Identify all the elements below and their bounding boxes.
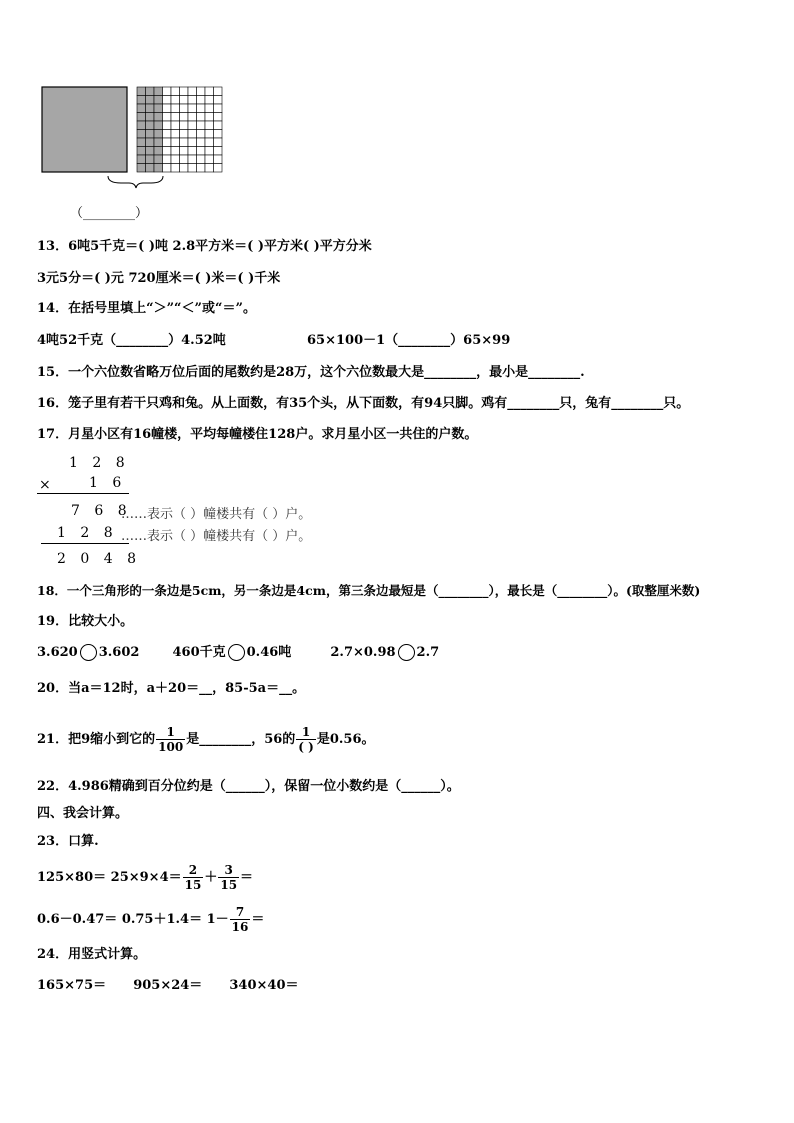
grid-cell xyxy=(180,113,189,122)
grid-cell xyxy=(180,138,189,147)
q17-partial2: 1 2 8 xyxy=(57,525,118,541)
q24-row xyxy=(37,977,299,995)
grid-cell xyxy=(146,113,155,122)
q17-multiplicand: 1 2 8 xyxy=(69,455,130,471)
grid-cell xyxy=(180,121,189,130)
q23-r2c: 1－ xyxy=(206,912,229,927)
q15-text: 15．一个六位数省略万位后面的尾数约是28万，这个六位数最大是________，最小是________. xyxy=(37,365,585,380)
q23-r2-frac xyxy=(230,905,251,934)
q23-r1-f1-den: 15 xyxy=(184,878,202,892)
grid-cell xyxy=(171,164,180,173)
q24-prompt: 24．用竖式计算。 xyxy=(37,947,147,962)
grid-cell xyxy=(188,147,197,156)
figure-decimal-grids xyxy=(41,86,231,196)
q21-part3: 是0.56。 xyxy=(316,732,375,747)
grid-cell xyxy=(197,96,206,105)
grid-cell xyxy=(146,164,155,173)
grid-cell xyxy=(171,104,180,113)
grid-cell xyxy=(205,155,214,164)
grid-cell xyxy=(154,96,163,105)
q17-multiplier: 1 6 xyxy=(89,475,127,491)
grid-cell xyxy=(163,155,172,164)
grid-cell xyxy=(214,164,223,173)
grid-cell xyxy=(163,121,172,130)
grid-cell xyxy=(163,147,172,156)
grid-cell xyxy=(180,96,189,105)
grid-cell xyxy=(205,113,214,122)
hundred-grid xyxy=(137,87,222,172)
grid-cell xyxy=(188,155,197,164)
grid-cell xyxy=(214,113,223,122)
q21-frac2-num: 1 xyxy=(296,725,316,740)
grid-cell xyxy=(171,130,180,139)
q21-fraction-2 xyxy=(296,725,316,754)
q17-prompt: 17．月星小区有16幢楼，平均每幢楼住128户。求月星小区一共住的户数。 xyxy=(37,427,478,442)
grid-cell xyxy=(146,87,155,96)
grid-cell xyxy=(171,121,180,130)
q14-prompt: 14．在括号里填上“＞”“＜”或“＝”。 xyxy=(37,301,256,316)
grid-cell xyxy=(146,121,155,130)
q17-partial2-note: ……表示（ ）幢楼共有（ ）户。 xyxy=(121,529,312,544)
q14-right: 65×100－1（________）65×99 xyxy=(307,333,511,348)
grid-cell xyxy=(214,130,223,139)
q23-prompt: 23．口算. xyxy=(37,834,99,849)
q21-frac2-den: ( ) xyxy=(298,740,314,754)
grid-cell xyxy=(214,147,223,156)
grid-cell xyxy=(197,104,206,113)
q23-r2-eq: ＝ xyxy=(251,912,265,927)
q23-row2 xyxy=(37,902,264,938)
grid-cell xyxy=(137,121,146,130)
q19-c-left: 2.7×0.98 xyxy=(330,645,396,660)
q23-r1-plus: ＋ xyxy=(204,870,218,885)
grid-cell xyxy=(188,164,197,173)
q19-b-left: 460千克 xyxy=(172,645,226,660)
grid-cell xyxy=(197,130,206,139)
grid-cell xyxy=(197,121,206,130)
q23-r1b: 25×9×4＝ xyxy=(110,870,182,885)
grid-cell xyxy=(197,155,206,164)
grid-cell xyxy=(171,138,180,147)
grid-cell xyxy=(154,113,163,122)
compare-circle[interactable] xyxy=(228,644,245,661)
q19-row xyxy=(37,644,439,662)
q24-c: 340×40＝ xyxy=(229,978,299,993)
grid-cell xyxy=(205,147,214,156)
grid-cell xyxy=(163,87,172,96)
section4-title: 四、我会计算。 xyxy=(37,806,129,821)
q23-r1-frac1 xyxy=(183,863,204,892)
q22-text: 22．4.986精确到百分位约是（______），保留一位小数约是（______）。 xyxy=(37,779,460,794)
grid-cell xyxy=(163,130,172,139)
grid-cell xyxy=(214,96,223,105)
q23-r2-f-den: 16 xyxy=(231,920,249,934)
grid-cell xyxy=(205,104,214,113)
grid-cell xyxy=(205,164,214,173)
grid-cell xyxy=(188,130,197,139)
q17-vertical-calc xyxy=(37,455,377,573)
q17-rule1 xyxy=(37,493,129,494)
grid-cell xyxy=(171,96,180,105)
q17-partial1-note: ……表示（ ）幢楼共有（ ）户。 xyxy=(121,507,312,522)
q23-r1-eq: ＝ xyxy=(240,870,254,885)
q23-r1-frac2 xyxy=(218,863,239,892)
q23-r1-f2-num: 3 xyxy=(218,863,239,878)
q13-line1: 13．6吨5千克＝( )吨 2.8平方米＝( )平方米( )平方分米 xyxy=(37,239,372,254)
grid-cell xyxy=(137,155,146,164)
grid-cell xyxy=(214,87,223,96)
grid-cell xyxy=(180,130,189,139)
grid-cell xyxy=(188,104,197,113)
grid-figure-svg xyxy=(41,86,231,196)
q19-b-right: 0.46吨 xyxy=(246,645,292,660)
q19-prompt: 19．比较大小。 xyxy=(37,614,134,629)
grid-cell xyxy=(137,96,146,105)
grid-cell xyxy=(180,104,189,113)
grid-cell xyxy=(197,138,206,147)
grid-cell xyxy=(205,121,214,130)
grid-cell xyxy=(163,164,172,173)
q19-a-left: 3.620 xyxy=(37,645,78,660)
grid-cell xyxy=(188,113,197,122)
grid-cell xyxy=(214,138,223,147)
grid-cell xyxy=(137,130,146,139)
grid-cell xyxy=(180,87,189,96)
q23-r1a: 125×80＝ xyxy=(37,870,107,885)
q18-text: 18．一个三角形的一条边是5cm，另一条边是4cm，第三条边最短是（________），最长是（________）。(取整厘米数) xyxy=(37,583,701,598)
q23-r2b: 0.75＋1.4＝ xyxy=(121,912,203,927)
grid-cell xyxy=(146,155,155,164)
q23-r2a: 0.6－0.47＝ xyxy=(37,912,118,927)
full-square xyxy=(42,87,127,172)
grid-cell xyxy=(197,87,206,96)
grid-cell xyxy=(137,113,146,122)
q20-text: 20．当a＝12时，a＋20＝__，85-5a＝__。 xyxy=(37,681,306,696)
grid-cell xyxy=(180,147,189,156)
grid-cell xyxy=(154,87,163,96)
grid-cell xyxy=(171,113,180,122)
q21-frac1-den: 100 xyxy=(158,740,184,754)
q14-left: 4吨52千克（________）4.52吨 xyxy=(37,333,226,348)
grid-cell xyxy=(154,104,163,113)
grid-cell xyxy=(205,130,214,139)
grid-cell xyxy=(171,147,180,156)
grid-cell xyxy=(188,87,197,96)
grid-cell xyxy=(180,155,189,164)
q21-part2: 是________，56的 xyxy=(186,732,296,747)
grid-cell xyxy=(154,138,163,147)
grid-cell xyxy=(146,96,155,105)
grid-cell xyxy=(214,121,223,130)
brace-icon xyxy=(108,176,163,188)
grid-cell xyxy=(137,147,146,156)
grid-cell xyxy=(146,130,155,139)
grid-cell xyxy=(146,147,155,156)
grid-cell xyxy=(214,104,223,113)
grid-cell xyxy=(146,104,155,113)
grid-cell xyxy=(137,87,146,96)
grid-cell xyxy=(146,138,155,147)
grid-cell xyxy=(154,164,163,173)
q23-r2-f-num: 7 xyxy=(230,905,251,920)
q19-c-right: 2.7 xyxy=(416,645,440,660)
grid-cell xyxy=(137,164,146,173)
grid-cell xyxy=(163,138,172,147)
q24-b: 905×24＝ xyxy=(133,978,203,993)
q16-text: 16．笼子里有若干只鸡和兔。从上面数，有35个头，从下面数，有94只脚。鸡有________只，兔有________只。 xyxy=(37,396,690,411)
grid-cell xyxy=(137,104,146,113)
q17-rule2 xyxy=(41,543,129,544)
figure-caption-blank: （________） xyxy=(70,206,149,221)
grid-cell xyxy=(205,138,214,147)
q17-times-sign: × xyxy=(39,477,56,493)
grid-cell xyxy=(197,147,206,156)
q13-line2: 3元5分＝( )元 720厘米＝( )米＝( )千米 xyxy=(37,271,281,286)
q23-r1-f2-den: 15 xyxy=(220,878,238,892)
grid-cell xyxy=(205,96,214,105)
compare-circle[interactable] xyxy=(80,644,97,661)
grid-cell xyxy=(154,121,163,130)
grid-cell xyxy=(154,155,163,164)
q23-r1-f1-num: 2 xyxy=(183,863,204,878)
q21-frac1-num: 1 xyxy=(156,725,185,740)
grid-cell xyxy=(197,164,206,173)
compare-circle[interactable] xyxy=(398,644,415,661)
grid-cell xyxy=(163,96,172,105)
q19-a-right: 3.602 xyxy=(98,645,140,660)
q17-result: 2 0 4 8 xyxy=(57,551,141,567)
grid-cell xyxy=(163,104,172,113)
grid-cell xyxy=(188,138,197,147)
grid-cell xyxy=(137,138,146,147)
grid-cell xyxy=(205,87,214,96)
q21-row xyxy=(37,722,375,758)
grid-cell xyxy=(154,147,163,156)
grid-cell xyxy=(188,121,197,130)
grid-cell xyxy=(188,96,197,105)
q24-a: 165×75＝ xyxy=(37,978,107,993)
grid-cell xyxy=(163,113,172,122)
grid-cell xyxy=(171,87,180,96)
grid-cell xyxy=(214,155,223,164)
q23-row1 xyxy=(37,860,253,896)
grid-cell xyxy=(197,113,206,122)
grid-cell xyxy=(180,164,189,173)
grid-cell xyxy=(154,130,163,139)
grid-cell xyxy=(171,155,180,164)
q21-part1: 21．把9缩小到它的 xyxy=(37,732,156,747)
q21-fraction-1 xyxy=(156,725,185,754)
q17-partial1: 7 6 8 xyxy=(71,503,132,519)
